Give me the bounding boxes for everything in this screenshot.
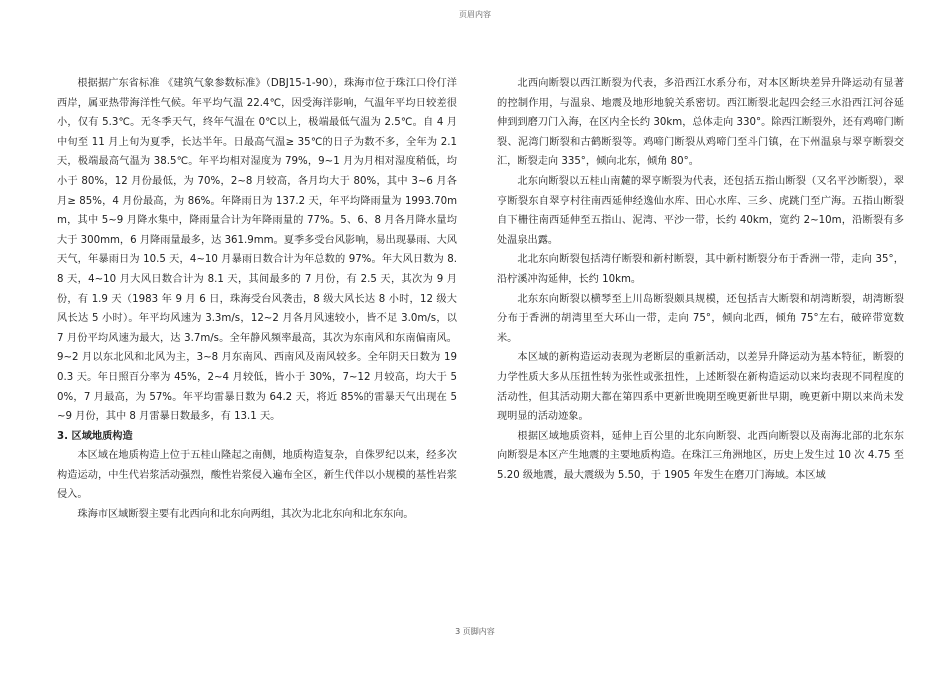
nne-fault-paragraph: 北北东向断裂包括湾仔断裂和新村断裂，其中新村断裂分布于香洲一带，走向 35°，沿柠溪冲沟延伸，长约 10km。 xyxy=(497,254,904,285)
geology-paragraph: 本区域在地质构造上位于五桂山隆起之南侧，地质构造复杂，自侏罗纪以来，经多次构造运动，中生代岩浆活动强烈，酸性岩浆侵入遍布全区，新生代伴以小规模的基性岩浆侵入。 xyxy=(57,450,457,501)
fault-intro-paragraph: 珠海市区域断裂主要有北西向和北东向两组，其次为北北东向和北东东向。 xyxy=(77,509,414,521)
section-heading-geology: 3. 区域地质构造 xyxy=(57,430,133,442)
right-column xyxy=(497,74,904,485)
neotectonics-paragraph: 本区域的新构造运动表现为老断层的重新活动，以差异升降运动为基本特征，断裂的力学性质大多从压扭性转为张性或张扭性，上述断裂在新构造运动以来均表现不同程度的活动性，但其活动期大都在第四系中更新世晚期至晚更新世早期，晚更新中期以来尚未发现明显的活动迹象。 xyxy=(497,352,904,423)
nw-fault-paragraph: 北西向断裂以西江断裂为代表，多沿西江水系分布，对本区断块差异升降运动有显著的控制作用，与温泉、地震及地形地貌关系密切。西江断裂北起四会经三水沿西江河谷延伸到到磨刀门入海，在区内全长约 30km，总体走向 330°。除西江断裂外，还有鸡啼门断裂、泥湾门断裂和古鹤断裂等。鸡啼门断裂从鸡啼门至斗门镇，在下州温泉与翠亨断裂交汇，断裂走向 335°，倾向北东，倾角 80°。 xyxy=(497,78,904,168)
page-footer: 3 页脚内容 xyxy=(455,627,495,636)
climate-paragraph: 根据据广东省标准 《建筑气象参数标准》（DBJ15-1-90），珠海市位于珠江口伶仃洋西岸，属亚热带海洋性气候。年平均气温 22.4℃，因受海洋影响，气温年平均日较差很小，仅有 5.3℃。无冬季天气，终年气温在 0℃以上，极端最低气温为 2.5℃。自 4 月中旬至 11 月上旬为夏季，长达半年。日最高气温≥ 35℃的日子为数不多，全年为 2.1 天，极端最高气温为 38.5℃。年平均相对湿度为 79%，9~1 月为月相对湿度稍低，均小于 80%，12 月份最低，为 70%，2~8 月较高，各月均大于 80%，其中 3~6 月各月≥ 85%，4 月份最高，为 86%。年降雨日为 137.2 天，年平均降雨量为 1993.70mm，其中 5~9 月降水集中，降雨量合计为年降雨量的 77%。5、6、8 月各月降水量均大于 300mm，6 月降雨量最多，达 361.9mm。夏季多受台风影响，易出现暴雨、大风天气，年暴雨日为 10.5 天，4~10 月暴雨日数合计为年总数的 97%。年大风日数为 8.8 天，4~10 月大风日数合计为 8.1 天，其间最多的 7 月份，有 2.5 天，其次为 9 月份，有 1.9 天（1983 年 9 月 6 日，珠海受台风袭击，8 级大风长达 8 小时，12 级大风长达 5 小时）。年平均风速为 3.3m/s，12~2 月各月风速较小，皆不足 3.0m/s，以 7 月份平均风速为最大，达 3.7m/s。全年静风频率最高，其次为东南风和东南偏南风。9~2 月以东北风和北风为主，3~8 月东南风、西南风及南风较多。全年阴天日数为 190.3 天。年日照百分率为 45%，2~4 月较低，皆小于 30%，7~12 月较高，均大于 50%，7 月最高，为 57%。年平均雷暴日数为 64.2 天，将近 85%的雷暴天气出现在 5~9 月份，其中 8 月雷暴日数最多，有 13.1 天。 xyxy=(57,78,457,423)
ene-fault-paragraph: 北东东向断裂以横琴至上川岛断裂颇具规模，还包括吉大断裂和胡湾断裂，胡湾断裂分布于香洲的胡湾里至大环山一带，走向 75°，倾向北西，倾角 75°左右，破碎带宽数米。 xyxy=(497,293,904,344)
ne-fault-paragraph: 北东向断裂以五桂山南麓的翠亨断裂为代表，还包括五指山断裂（又名平沙断裂），翠亨断裂东自翠亨村往南西延伸经逸仙水库、田心水库、三乡、虎跳门至广海。五指山断裂自下栅往南西延伸至五指山、泥湾、平沙一带，长约 40km，宽约 2~10m，沿断裂有多处温泉出露。 xyxy=(497,175,904,246)
page-header: 页眉内容 xyxy=(459,10,491,19)
seismic-paragraph: 根据区域地质资料，延伸上百公里的北东向断裂、北西向断裂以及南海北部的北东东向断裂是本区产生地震的主要地质构造。在珠江三角洲地区，历史上发生过 10 次 4.75 至 5.20 级地震，最大震级为 5.50，于 1905 年发生在磨刀门海域。本区域 xyxy=(497,430,904,481)
left-column xyxy=(57,74,457,525)
